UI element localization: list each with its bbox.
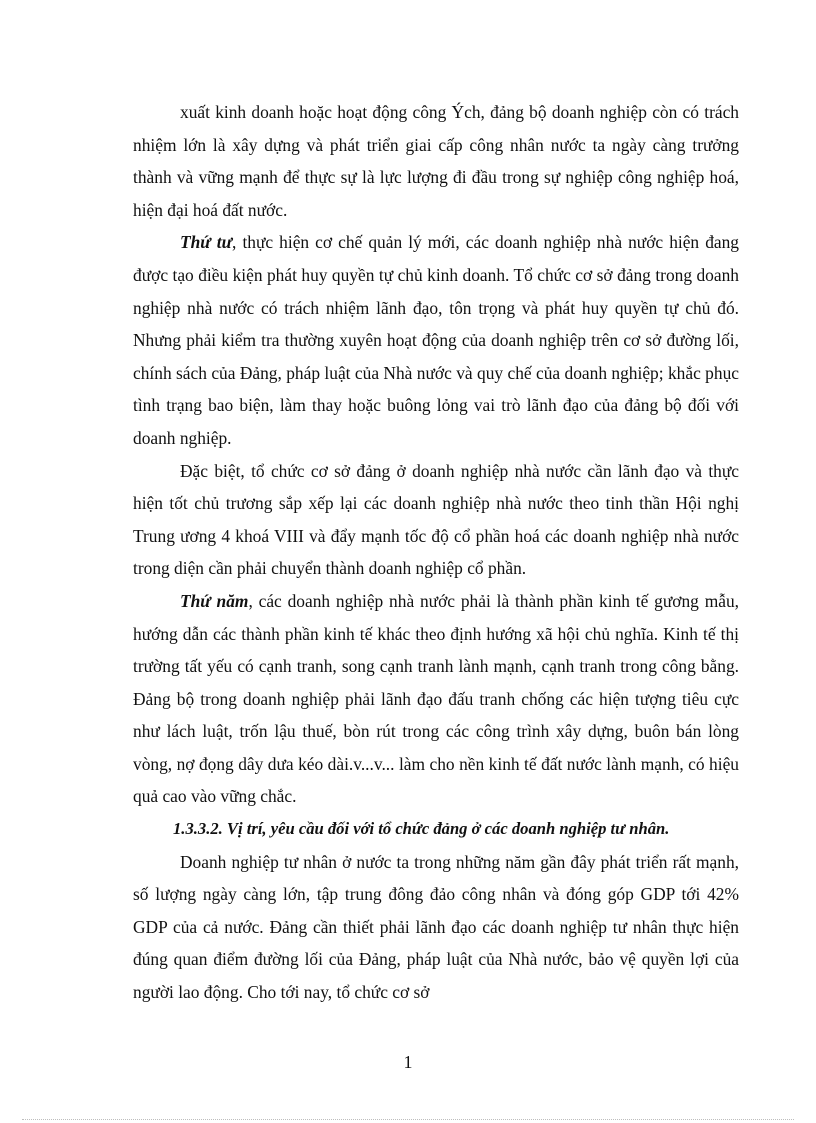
body-text <box>133 96 739 1009</box>
paragraph-dac-biet <box>133 455 739 585</box>
paragraph-text: Đặc biệt, tổ chức cơ sở đảng ở doanh nghiệp nhà nước cần lãnh đạo và thực hiện tốt chủ trương sắp xếp lại các doanh nghiệp nhà nước theo tinh thần Hội nghị Trung ương 4 khoá VIII và đẩy mạnh tốc độ cổ phần hoá các doanh nghiệp nhà nước trong diện cần phải chuyển thành doanh nghiệp cổ phần. <box>133 460 739 579</box>
paragraph-lead: Thứ tư <box>180 232 233 253</box>
paragraph-lead: Thứ năm <box>180 590 249 611</box>
section-heading: 1.3.3.2. Vị trí, yêu cầu đối với tổ chức đảng ở các doanh nghiệp tư nhân. <box>173 819 670 839</box>
paragraph-thu-nam <box>133 585 739 813</box>
footer-divider <box>22 1119 794 1120</box>
page-number: 1 <box>403 1052 413 1072</box>
paragraph-text: xuất kinh doanh hoặc hoạt động công Ých, đảng bộ doanh nghiệp còn có trách nhiệm lớn là xây dựng và phát triển giai cấp công nhân nước ta ngày càng trưởng thành và vững mạnh để thực sự là lực lượng đi đầu trong sự nghiệp công nghiệp hoá, hiện đại hoá đất nước. <box>133 102 739 220</box>
paragraph-thu-tu <box>133 226 739 454</box>
paragraph-text: Doanh nghiệp tư nhân ở nước ta trong những năm gần đây phát triển rất mạnh, số lượng ngày càng lớn, tập trung đông đảo công nhân và đóng góp GDP tới 42% GDP của cả nước. Đảng cần thiết phải lãnh đạo các doanh nghiệp tư nhân thực hiện đúng quan điểm đường lối của Đảng, pháp luật của Nhà nước, bảo vệ quyền lợi của người lao động. Cho tới nay, tổ chức cơ sở <box>133 851 739 1003</box>
paragraph-continuation <box>133 96 739 226</box>
paragraph-doanh-nghiep-tu-nhan <box>133 846 739 1009</box>
paragraph-text: , thực hiện cơ chế quản lý mới, các doanh nghiệp nhà nước hiện đang được tạo điều kiện phát huy quyền tự chủ kinh doanh. Tổ chức cơ sở đảng trong doanh nghiệp nhà nước có trách nhiệm lãnh đạo, tôn trọng và phát huy quyền tự chủ đó. Nhưng phải kiểm tra thường xuyên hoạt động của doanh nghiệp trên cơ sở đường lối, chính sách của Đảng, pháp luật của Nhà nước và quy chế của doanh nghiệp; khắc phục tình trạng bao biện, làm thay hoặc buông lỏng vai trò lãnh đạo của đảng bộ đối với doanh nghiệp. <box>133 232 739 448</box>
paragraph-text: , các doanh nghiệp nhà nước phải là thành phần kinh tế gương mẫu, hướng dẫn các thành phần kinh tế khác theo định hướng xã hội chủ nghĩa. Kinh tế thị trường tất yếu có cạnh tranh, song cạnh tranh lành mạnh, cạnh tranh trong công bằng. Đảng bộ trong doanh nghiệp phải lãnh đạo đấu tranh chống các hiện tượng tiêu cực như lách luật, trốn lậu thuế, bòn rút trong các công trình xây dựng, buôn bán lòng vòng, nợ đọng dây dưa kéo dài.v...v... làm cho nền kinh tế đất nước lành mạnh, có hiệu quả cao vào vững chắc. <box>133 590 739 807</box>
